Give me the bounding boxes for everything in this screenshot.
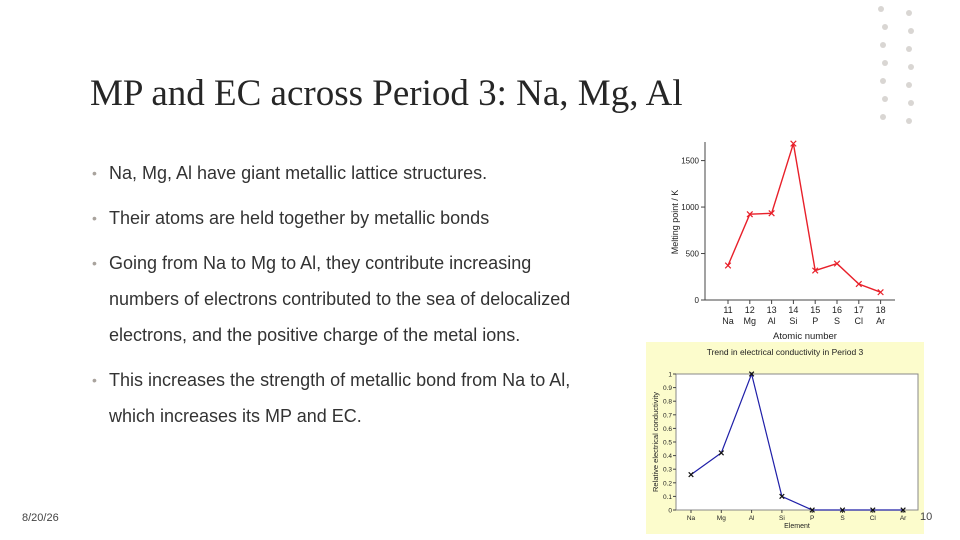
ec-y-tick-label: 0.5 <box>662 439 672 447</box>
mp-y-tick-label: 1000 <box>681 203 699 213</box>
ec-y-tick-label: 0.6 <box>662 425 672 433</box>
mp-x-tick-number: 15 <box>810 305 821 315</box>
ec-y-tick-label: 0.1 <box>662 493 672 501</box>
mp-x-tick-element: Na <box>722 316 734 326</box>
ec-y-tick-label: 0.7 <box>662 412 672 420</box>
ec-y-tick-label: 1 <box>668 371 672 379</box>
mp-y-axis-label: Melting point / K <box>670 189 680 255</box>
decor-dot <box>882 24 888 30</box>
bullet-list <box>92 155 592 443</box>
slide-title: MP and EC across Period 3: Na, Mg, Al <box>90 73 683 114</box>
ec-x-tick-label: S <box>840 515 845 522</box>
decor-dot <box>906 10 912 16</box>
bullet-item: • Na, Mg, Al have giant metallic lattice structures. <box>92 155 592 191</box>
decor-dot <box>908 28 914 34</box>
mp-data-point <box>725 263 731 269</box>
mp-x-tick-number: 11 <box>723 305 733 315</box>
decor-dot <box>906 82 912 88</box>
mp-x-tick-element: Ar <box>876 316 886 326</box>
mp-x-tick-number: 17 <box>853 305 864 315</box>
mp-x-ticks <box>722 300 885 326</box>
ec-y-tick-label: 0.4 <box>662 453 672 461</box>
ec-y-tick-label: 0 <box>668 507 672 515</box>
slide-page-number: 10 <box>920 511 933 523</box>
decorative-dots <box>872 2 922 132</box>
melting-point-chart <box>660 140 910 345</box>
ec-plot-area <box>676 374 918 510</box>
bullet-item: • This increases the strength of metallic bond from Na to Al, which increases its MP and EC. <box>92 362 592 434</box>
mp-x-axis-label: Atomic number <box>773 331 837 342</box>
decor-dot <box>882 96 888 102</box>
mp-x-tick-number: 14 <box>788 305 799 315</box>
ec-x-tick-label: Al <box>748 515 755 522</box>
ec-x-tick-label: Si <box>779 515 785 522</box>
decor-dot <box>878 6 884 12</box>
mp-x-tick-element: P <box>812 316 819 326</box>
mp-series-line <box>728 144 881 293</box>
ec-x-tick-label: Cl <box>869 515 876 522</box>
ec-y-axis-label: Relative electrical conductivity <box>651 391 660 493</box>
bullet-item: • Going from Na to Mg to Al, they contribute increasing numbers of electrons contributed to the sea of delocalized electrons, and the positive charge of the metal ions. <box>92 245 592 353</box>
mp-y-tick-label: 500 <box>685 249 699 259</box>
mp-x-tick-number: 16 <box>831 305 843 315</box>
decor-dot <box>880 114 886 120</box>
ec-x-axis-label: Element <box>784 523 810 530</box>
ec-x-tick-label: Na <box>686 515 696 522</box>
mp-y-tick-label: 1500 <box>681 156 699 166</box>
ec-y-tick-label: 0.8 <box>662 398 672 406</box>
mp-y-tick-label: 0 <box>694 296 699 305</box>
ec-y-tick-label: 0.9 <box>662 385 672 393</box>
decor-dot <box>906 46 912 52</box>
decor-dot <box>882 60 888 66</box>
decor-dot <box>906 118 912 124</box>
decor-dot <box>880 42 886 48</box>
slide-date: 8/20/26 <box>22 512 59 524</box>
ec-y-tick-label: 0.3 <box>662 466 672 474</box>
ec-x-tick-label: P <box>810 515 815 522</box>
bullet-item: • Their atoms are held together by metallic bonds <box>92 200 592 236</box>
ec-x-tick-label: Mg <box>716 515 726 522</box>
ec-x-tick-label: Ar <box>899 515 907 522</box>
ec-y-tick-label: 0.2 <box>662 480 672 488</box>
decor-dot <box>908 100 914 106</box>
mp-x-tick-number: 12 <box>744 305 755 315</box>
decor-dot <box>880 78 886 84</box>
mp-x-tick-element: S <box>833 316 841 326</box>
mp-x-tick-number: 13 <box>766 305 777 315</box>
mp-x-tick-element: Cl <box>854 316 864 326</box>
mp-x-tick-element: Al <box>767 316 776 326</box>
mp-x-tick-element: Si <box>789 316 798 326</box>
mp-x-tick-number: 18 <box>875 305 886 315</box>
conductivity-chart <box>646 342 924 534</box>
mp-y-ticks <box>681 157 705 305</box>
decor-dot <box>908 64 914 70</box>
ec-chart-title: Trend in electrical conductivity in Period 3 <box>706 347 864 357</box>
mp-x-tick-element: Mg <box>743 316 757 326</box>
